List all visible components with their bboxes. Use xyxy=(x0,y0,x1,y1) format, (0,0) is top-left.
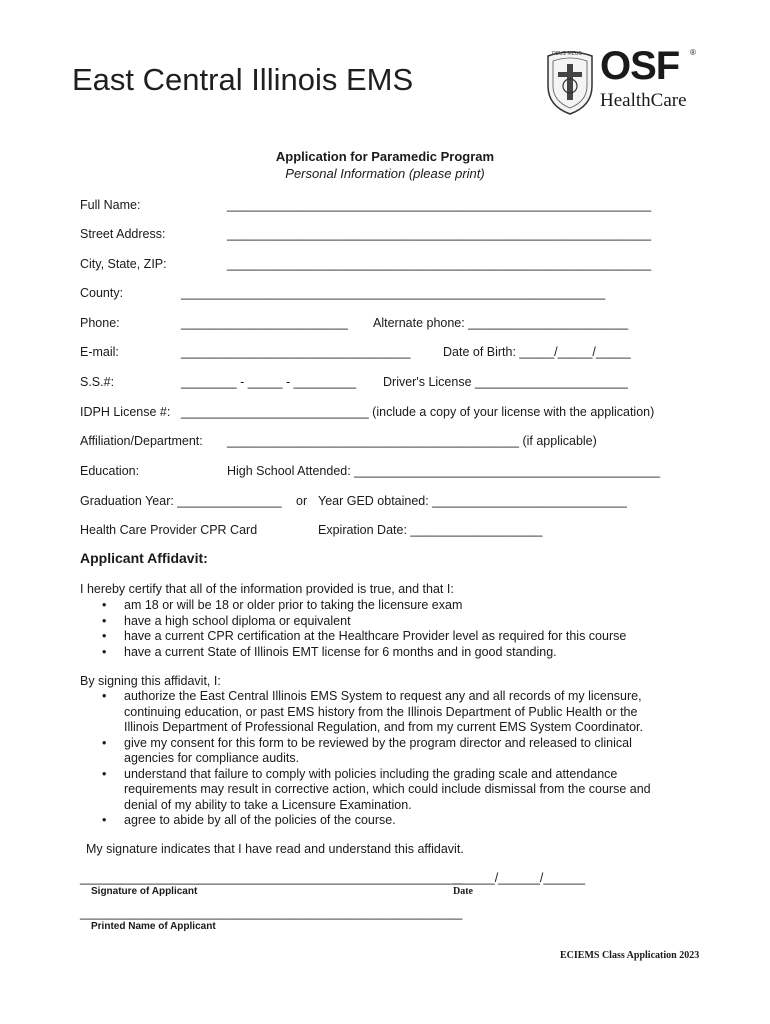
logo-wordmark: OSF xyxy=(600,44,680,88)
certify-intro: I hereby certify that all of the information provided is true, and that I: xyxy=(80,582,454,596)
full-name-label: Full Name: xyxy=(80,198,141,212)
street-address-field[interactable]: _____________________________________________________________ xyxy=(227,227,652,241)
osf-healthcare-logo xyxy=(542,44,724,116)
affiliation-field[interactable]: __________________________________________ (if applicable) xyxy=(227,434,597,448)
street-address-label: Street Address: xyxy=(80,227,166,241)
form-heading: Application for Paramedic Program xyxy=(275,149,495,164)
list-item: • authorize the East Central Illinois EMS System to request any and all records of my licensure, continuing education, or past EMS history from the Illinois Department of Public Health or the Illinois Department of Professional Regulation, and from my current EMS System Coordinator. xyxy=(80,689,666,736)
list-item: • have a high school diploma or equivalent xyxy=(80,614,680,630)
idph-license-field[interactable]: ___________________________ (include a copy of your license with the application) xyxy=(181,405,655,419)
svg-text:DEUS MEUS: DEUS MEUS xyxy=(552,51,582,57)
education-label: Education: xyxy=(80,464,140,478)
date-of-birth-field[interactable]: Date of Birth: _____/_____/_____ xyxy=(443,345,631,359)
affidavit-title: Applicant Affidavit: xyxy=(80,550,208,566)
city-state-zip-label: City, State, ZIP: xyxy=(80,257,167,271)
email-label: E-mail: xyxy=(80,345,119,359)
phone-field[interactable]: ________________________ xyxy=(181,316,348,330)
printed-name-label: Printed Name of Applicant xyxy=(91,921,216,932)
city-state-zip-field[interactable]: _____________________________________________________________ xyxy=(227,257,652,271)
email-field[interactable]: _________________________________ xyxy=(181,345,411,359)
alternate-phone-field[interactable]: Alternate phone: _______________________ xyxy=(373,316,629,330)
ssn-field[interactable]: ________ - _____ - _________ xyxy=(181,375,357,389)
drivers-license-field[interactable]: Driver's License ______________________ xyxy=(383,375,628,389)
signature-date-field[interactable]: ______/______/______ xyxy=(453,871,586,885)
list-item: • understand that failure to comply with policies including the grading scale and attendance requirements may result in corrective action, which could include dismissal from the course and denial of my ability to take a Licensure Examination. xyxy=(80,767,666,814)
list-item: • agree to abide by all of the policies of the course. xyxy=(80,813,666,829)
printed-name-field[interactable]: _______________________________________________________ xyxy=(80,906,463,920)
certify-list xyxy=(80,598,680,660)
signature-statement: My signature indicates that I have read and understand this affidavit. xyxy=(86,842,464,856)
signature-field[interactable]: _______________________________________________________ xyxy=(80,871,463,885)
affiliation-label: Affiliation/Department: xyxy=(80,434,203,448)
logo-subtitle: HealthCare xyxy=(600,90,687,111)
expiration-date-field[interactable]: Expiration Date: ___________________ xyxy=(318,523,543,537)
high-school-field[interactable]: High School Attended: ____________________________________________ xyxy=(227,464,661,478)
ged-year-field[interactable]: Year GED obtained: ____________________________ xyxy=(318,494,627,508)
page-title: East Central Illinois EMS xyxy=(72,62,414,97)
list-item: • have a current CPR certification at the Healthcare Provider level as required for this course xyxy=(80,629,680,645)
footer-text: ECIEMS Class Application 2023 xyxy=(560,950,700,961)
graduation-year-field[interactable]: Graduation Year: _______________ xyxy=(80,494,282,508)
ssn-label: S.S.#: xyxy=(80,375,115,389)
full-name-field[interactable]: _____________________________________________________________ xyxy=(227,198,652,212)
signing-list xyxy=(80,689,666,829)
county-label: County: xyxy=(80,286,124,300)
idph-license-label: IDPH License #: xyxy=(80,405,171,419)
list-item: • give my consent for this form to be reviewed by the program director and released to clinical agencies for compliance audits. xyxy=(80,736,666,767)
date-label: Date xyxy=(453,886,473,897)
logo-registered: ® xyxy=(690,48,696,57)
osf-seal-icon xyxy=(542,46,598,118)
or-label: or xyxy=(296,494,308,508)
signature-label: Signature of Applicant xyxy=(91,886,198,897)
county-field[interactable]: _____________________________________________________________ xyxy=(181,286,606,300)
signing-intro: By signing this affidavit, I: xyxy=(80,674,221,688)
list-item: • have a current State of Illinois EMT license for 6 months and in good standing. xyxy=(80,645,680,661)
phone-label: Phone: xyxy=(80,316,120,330)
form-subheading: Personal Information (please print) xyxy=(285,166,485,181)
cpr-card-label: Health Care Provider CPR Card xyxy=(80,523,258,537)
list-item: • am 18 or will be 18 or older prior to taking the licensure exam xyxy=(80,598,680,614)
